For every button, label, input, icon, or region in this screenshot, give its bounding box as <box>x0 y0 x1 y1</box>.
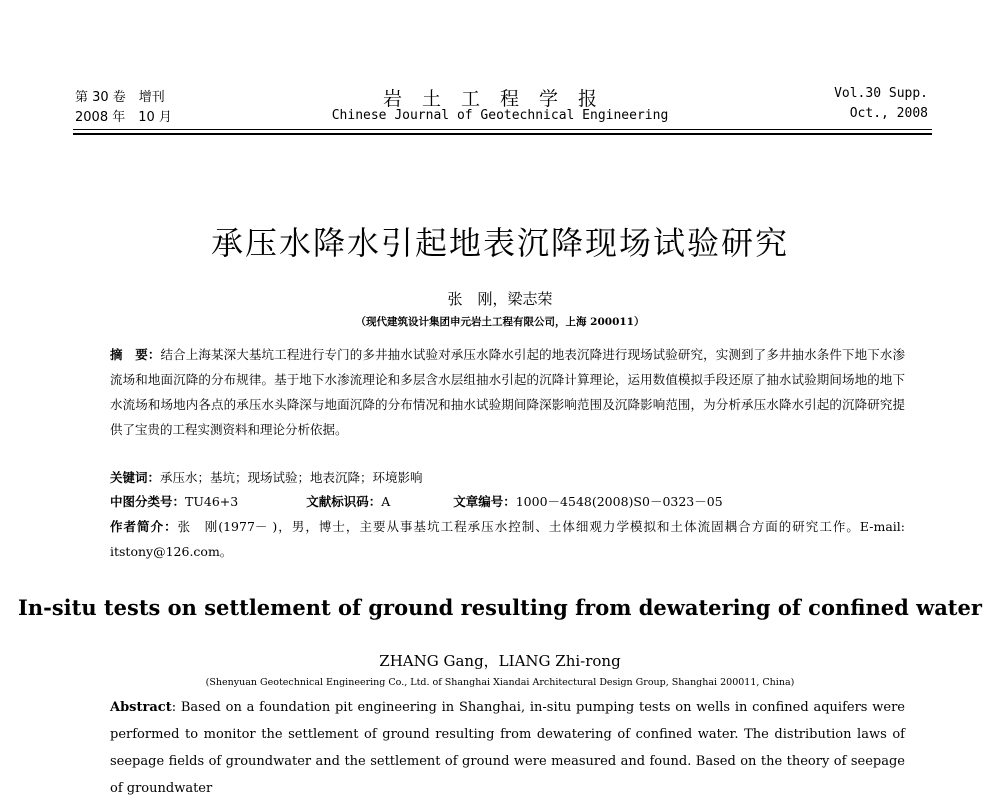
clc-value: TU46+3 <box>185 494 239 509</box>
article-no-label: 文章编号： <box>453 494 516 509</box>
paper-title-en: In-situ tests on settlement of ground resulting from dewatering of confined water <box>18 595 982 620</box>
abstract-en <box>110 694 905 802</box>
doc-code-label: 文献标识码： <box>306 494 382 509</box>
affiliation-cn: （现代建筑设计集团申元岩土工程有限公司，上海 200011） <box>355 316 645 328</box>
authors-en: ZHANG Gang，LIANG Zhi-rong <box>379 652 621 670</box>
keywords-label-cn: 关键词： <box>110 470 161 485</box>
affiliation-en: (Shenyuan Geotechnical Engineering Co., Ltd. of Shanghai Xiandai Architectural Design Group, Shanghai 200011, China) <box>205 677 795 688</box>
journal-title-cn: 岩土工程学报 <box>382 88 617 110</box>
abstract-text-cn: 结合上海某深大基坑工程进行专门的多井抽水试验对承压水降水引起的地表沉降进行现场试验研究，实测到了多井抽水条件下地下水渗流场和地面沉降的分布规律。基于地下水渗流理论和多层含水层组抽水引起的沉降计算理论，运用数值模拟手段还原了抽水试验期间场地的地下水流场和场地内各点的承压水头降深与地面沉降的分布情况和抽水试验期间降深影响范围及沉降影响范围，为分析承压水降水引起的沉降研究提供了宝贵的工程实测资料和理论分析依据。 <box>110 347 905 437</box>
bio-label: 作者简介： <box>110 519 178 534</box>
bio-text: 张 刚(1977－ )，男，博士，主要从事基坑工程承压水控制、土体细观力学模拟和土体流固耦合方面的研究工作。E-mail: itstony@126.com。 <box>110 519 905 559</box>
header-rule-thick <box>73 133 932 135</box>
header-rule-thin <box>73 129 932 130</box>
clc-label: 中图分类号： <box>110 494 186 509</box>
abstract-label-cn: 摘 要： <box>110 347 161 362</box>
keywords-cn <box>110 465 905 490</box>
doc-code-value: A <box>381 494 391 509</box>
paper-title-cn: 承压水降水引起地表沉降现场试验研究 <box>210 224 789 262</box>
abstract-label-en: Abstract <box>110 700 172 715</box>
volume-issue: 第 30 卷 增刊 <box>75 90 165 105</box>
author-bio <box>110 514 905 564</box>
classification-line <box>110 492 723 510</box>
abstract-text-en: : Based on a foundation pit engineering in Shanghai, in-situ pumping tests on wells in confined aquifers were performed to monitor the settlement of ground resulting from dewatering of confined water. The distribution laws of seepage fields of groundwater and the settlement of ground were measured and found. Based on the theory of seepage of groundwater <box>110 700 905 796</box>
publication-date: 2008 年 10 月 <box>75 110 172 125</box>
abstract-cn <box>110 342 905 442</box>
article-no-value: 1000－4548(2008)S0－0323－05 <box>515 494 723 509</box>
authors-cn: 张 刚，梁志荣 <box>447 290 553 308</box>
journal-title-en: Chinese Journal of Geotechnical Engineering <box>331 108 669 123</box>
keywords-text-cn: 承压水；基坑；现场试验；地表沉降；环境影响 <box>160 470 423 485</box>
date-en: Oct., 2008 <box>849 106 928 121</box>
volume-en: Vol.30 Supp. <box>834 86 928 101</box>
